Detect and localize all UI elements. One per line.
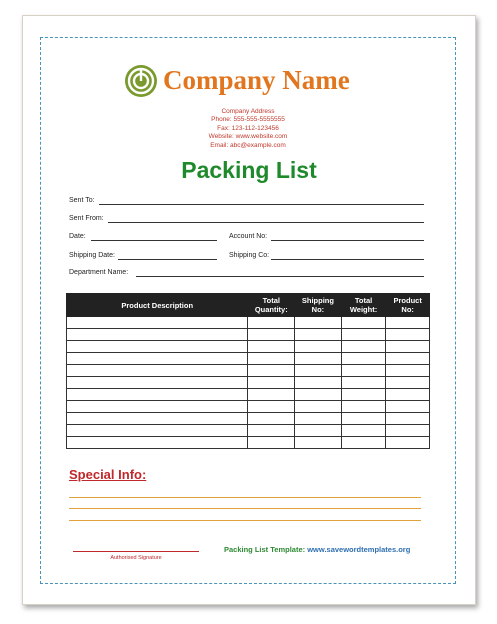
company-name: Company Name [163, 65, 350, 95]
table-cell[interactable] [341, 425, 386, 437]
table-row [67, 425, 430, 437]
table-cell[interactable] [248, 365, 295, 377]
sent-to-line[interactable] [99, 204, 424, 205]
table-cell[interactable] [248, 353, 295, 365]
account-no-line[interactable] [271, 240, 424, 241]
table-cell[interactable] [386, 401, 430, 413]
product-table [66, 293, 430, 449]
table-cell[interactable] [248, 329, 295, 341]
table-cell[interactable] [295, 437, 342, 449]
table-cell[interactable] [67, 317, 248, 329]
table-cell[interactable] [248, 437, 295, 449]
col-total-weight-label-2: Weight: [349, 305, 378, 314]
table-row [67, 317, 430, 329]
table-cell[interactable] [386, 341, 430, 353]
table-cell[interactable] [295, 377, 342, 389]
shipping-date-label: Shipping Date: [69, 252, 115, 259]
table-row [67, 329, 430, 341]
table-cell[interactable] [386, 317, 430, 329]
table-cell[interactable] [67, 401, 248, 413]
table-cell[interactable] [248, 401, 295, 413]
shipping-date-line[interactable] [118, 259, 217, 260]
col-total-quantity [248, 294, 295, 317]
footer-credit [224, 545, 410, 554]
table-cell[interactable] [295, 425, 342, 437]
table-row [67, 437, 430, 449]
company-address: Company Address [221, 108, 275, 115]
col-shipping-no-label-1: Shipping [301, 296, 334, 305]
company-website: Website: www.website.com [208, 133, 288, 141]
table-cell[interactable] [248, 377, 295, 389]
special-info-heading: Special Info: [69, 467, 147, 482]
table-row [67, 365, 430, 377]
product-table-body [67, 317, 430, 449]
table-cell[interactable] [67, 365, 248, 377]
shipping-co-label: Shipping Co: [229, 252, 270, 259]
table-cell[interactable] [67, 377, 248, 389]
company-fax: Fax: 123-112-123456 [217, 124, 279, 132]
table-cell[interactable] [67, 425, 248, 437]
signature-label: Authorised Signature [110, 555, 162, 561]
col-total-weight-label-1: Total [354, 296, 373, 305]
table-cell[interactable] [248, 425, 295, 437]
col-shipping-no-label-2: No: [311, 305, 325, 314]
col-product-no-label-2: No: [401, 305, 414, 314]
table-row [67, 401, 430, 413]
table-cell[interactable] [248, 413, 295, 425]
table-cell[interactable] [386, 389, 430, 401]
table-cell[interactable] [341, 329, 386, 341]
company-contact [163, 108, 333, 150]
department-name-label: Department Name: [69, 269, 129, 276]
special-info-line-2[interactable] [69, 508, 421, 509]
sent-to-label: Sent To: [69, 197, 95, 204]
table-row [67, 377, 430, 389]
date-label: Date: [69, 233, 86, 240]
col-product-description [67, 294, 248, 317]
col-product-no-label-1: Product [393, 296, 422, 305]
footer-url[interactable]: www.savewordtemplates.org [307, 545, 411, 554]
table-row [67, 413, 430, 425]
table-cell[interactable] [248, 341, 295, 353]
table-cell[interactable] [341, 389, 386, 401]
table-header-row [67, 294, 430, 317]
table-cell[interactable] [341, 377, 386, 389]
table-row [67, 341, 430, 353]
table-cell[interactable] [386, 425, 430, 437]
company-email: Email: abc@example.com [210, 141, 286, 149]
table-cell[interactable] [341, 413, 386, 425]
table-row [67, 389, 430, 401]
table-cell[interactable] [386, 377, 430, 389]
table-cell[interactable] [386, 365, 430, 377]
sent-from-label: Sent From: [69, 215, 104, 222]
table-cell[interactable] [386, 353, 430, 365]
company-logo-icon [124, 64, 158, 98]
table-cell[interactable] [248, 317, 295, 329]
table-cell[interactable] [295, 317, 342, 329]
col-total-quantity-label-2: Quantity: [254, 305, 288, 314]
footer-label: Packing List Template: [224, 545, 308, 554]
table-cell[interactable] [341, 341, 386, 353]
table-cell[interactable] [67, 389, 248, 401]
table-cell[interactable] [341, 317, 386, 329]
table-cell[interactable] [67, 341, 248, 353]
table-cell[interactable] [341, 365, 386, 377]
table-cell[interactable] [386, 437, 430, 449]
table-cell[interactable] [295, 413, 342, 425]
table-cell[interactable] [386, 413, 430, 425]
table-cell[interactable] [67, 329, 248, 341]
department-name-line[interactable] [136, 276, 424, 277]
signature-line[interactable] [73, 551, 199, 552]
table-cell[interactable] [295, 401, 342, 413]
table-cell[interactable] [295, 329, 342, 341]
table-cell[interactable] [295, 365, 342, 377]
table-cell[interactable] [341, 437, 386, 449]
account-no-label: Account No: [229, 233, 268, 240]
special-info-line-1[interactable] [69, 497, 421, 498]
table-cell[interactable] [295, 353, 342, 365]
table-cell[interactable] [341, 401, 386, 413]
shipping-co-line[interactable] [271, 259, 424, 260]
table-cell[interactable] [295, 389, 342, 401]
sent-from-line[interactable] [108, 222, 424, 223]
col-shipping-no [295, 294, 342, 317]
company-phone: Phone: 555-555-5555555 [211, 116, 285, 124]
table-cell[interactable] [341, 353, 386, 365]
table-row [67, 353, 430, 365]
special-info-line-3[interactable] [69, 520, 421, 521]
table-cell[interactable] [67, 437, 248, 449]
col-total-quantity-label-1: Total [262, 296, 280, 305]
table-cell[interactable] [295, 341, 342, 353]
table-cell[interactable] [386, 329, 430, 341]
col-total-weight [341, 294, 386, 317]
col-product-no [386, 294, 430, 317]
page-title: Packing List [181, 157, 317, 183]
table-cell[interactable] [67, 353, 248, 365]
col-product-description-label: Product Description [121, 300, 194, 310]
table-cell[interactable] [67, 413, 248, 425]
table-cell[interactable] [248, 389, 295, 401]
document-page [22, 15, 476, 605]
date-line[interactable] [91, 240, 217, 241]
